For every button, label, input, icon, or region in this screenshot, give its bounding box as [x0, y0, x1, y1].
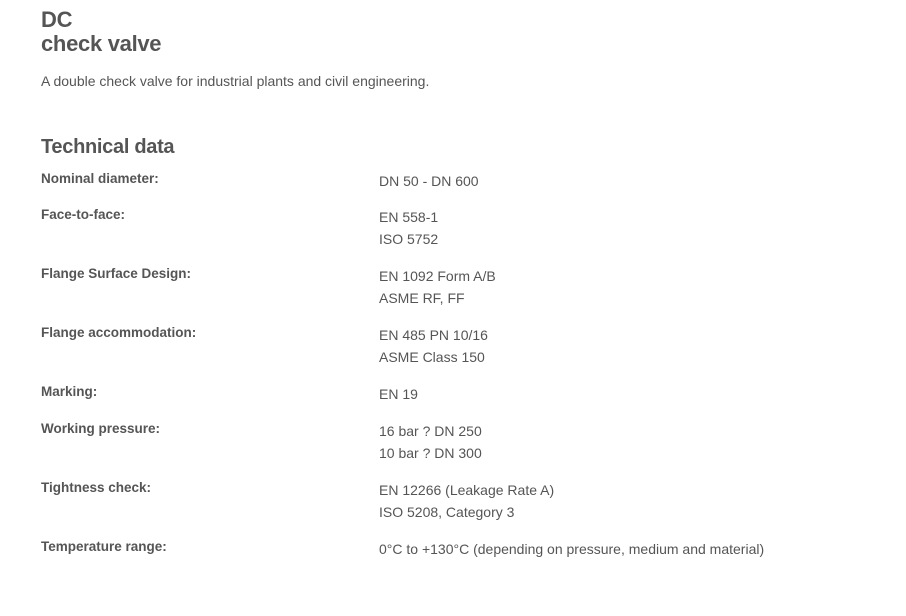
- product-description: A double check valve for industrial plants and civil engineering.: [41, 73, 430, 89]
- spec-row-marking: [41, 381, 861, 418]
- technical-data-heading: Technical data: [41, 136, 175, 158]
- spec-label: Flange accommodation:: [41, 325, 197, 340]
- spec-values: [379, 263, 496, 322]
- spec-row-face-to-face: [41, 204, 861, 263]
- spec-values: [379, 168, 479, 204]
- spec-label: Working pressure:: [41, 421, 161, 436]
- spec-values: [379, 204, 438, 263]
- spec-values: [379, 381, 418, 418]
- spec-values: [379, 477, 554, 536]
- spec-label: Nominal diameter:: [41, 171, 159, 186]
- spec-values: [379, 418, 482, 477]
- spec-value: 0°C to +130°C (depending on pressure, medium and material): [379, 540, 765, 557]
- product-title-code: DC: [41, 7, 73, 32]
- spec-values: [379, 322, 488, 381]
- spec-row-flange-accommodation: [41, 322, 861, 381]
- spec-row-flange-surface-design: [41, 263, 861, 322]
- spec-row-working-pressure: [41, 418, 861, 477]
- spec-values: [379, 536, 764, 572]
- spec-value: EN 19: [379, 385, 418, 402]
- technical-data-table: [41, 168, 861, 572]
- spec-value: EN 485 PN 10/16: [379, 326, 488, 343]
- spec-label: Marking:: [41, 384, 98, 399]
- spec-value: ISO 5752: [379, 231, 439, 247]
- spec-value: 10 bar ? DN 300: [379, 445, 482, 461]
- spec-value: EN 12266 (Leakage Rate A): [379, 481, 555, 498]
- spec-label: Tightness check:: [41, 480, 152, 495]
- spec-label: Face-to-face:: [41, 207, 126, 222]
- spec-value: DN 50 - DN 600: [379, 172, 479, 189]
- spec-label: Temperature range:: [41, 539, 167, 554]
- spec-row-tightness-check: [41, 477, 861, 536]
- spec-value: ASME Class 150: [379, 349, 485, 365]
- spec-value: ASME RF, FF: [379, 290, 465, 306]
- spec-value: 16 bar ? DN 250: [379, 422, 482, 439]
- spec-value: EN 1092 Form A/B: [379, 267, 496, 284]
- spec-value: EN 558-1: [379, 208, 439, 225]
- spec-value: ISO 5208, Category 3: [379, 504, 515, 520]
- spec-row-nominal-diameter: [41, 168, 861, 204]
- spec-label: Flange Surface Design:: [41, 266, 192, 281]
- product-title-name: check valve: [41, 31, 162, 56]
- spec-row-temperature-range: [41, 536, 861, 572]
